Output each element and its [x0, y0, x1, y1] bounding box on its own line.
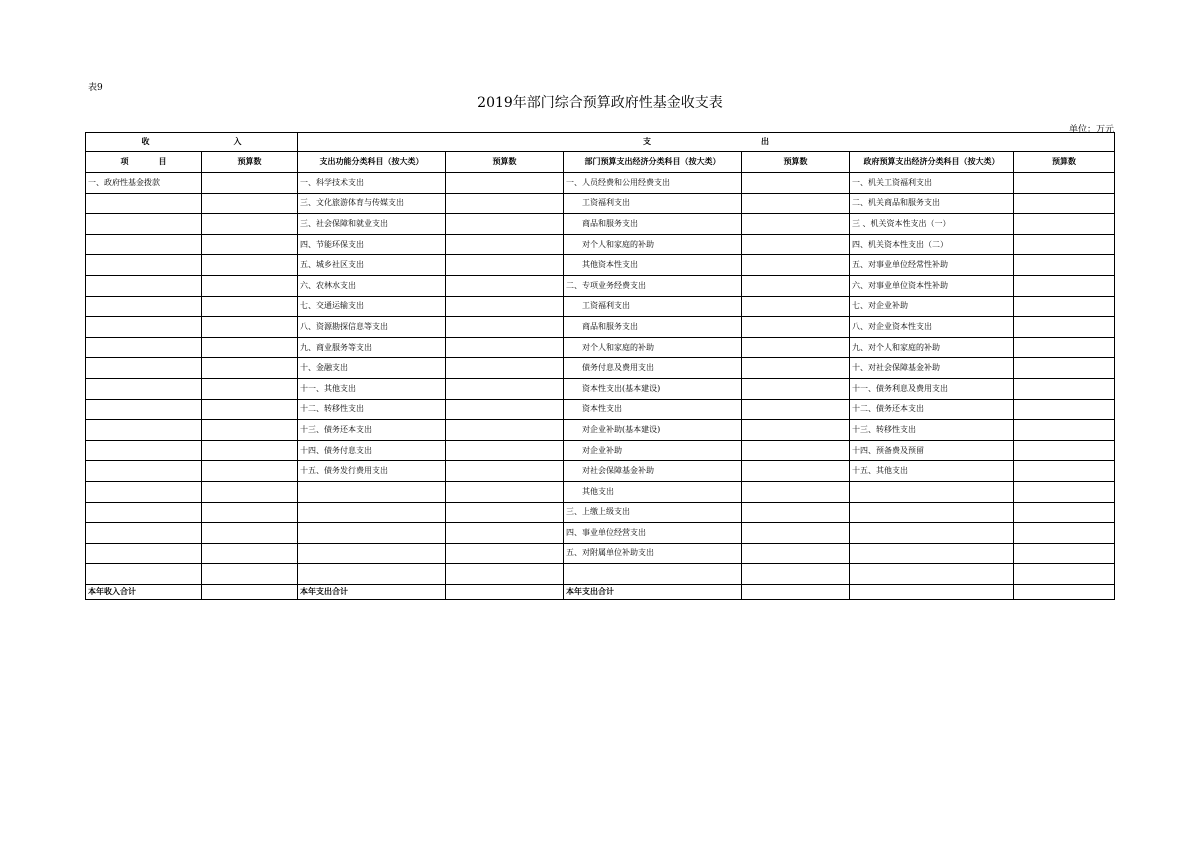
income-budget-cell [202, 317, 298, 338]
income-item-cell [86, 255, 202, 276]
income-item-cell [86, 440, 202, 461]
gov-econ-budget-cell [1014, 173, 1115, 194]
gov-econ-budget-cell [1014, 523, 1115, 544]
income-budget-cell [202, 193, 298, 214]
dept-econ-budget-cell [742, 440, 850, 461]
expense-header [298, 133, 1115, 152]
table-row [86, 420, 1115, 441]
expense-total-value-2 [742, 584, 850, 599]
dept-econ-budget-cell [742, 296, 850, 317]
gov-econ-budget-cell [1014, 502, 1115, 523]
func-item-cell: 三、社会保障和就业支出 [298, 214, 446, 235]
func-item-cell [298, 481, 446, 502]
col-budget-header-1: 预算数 [202, 152, 298, 173]
gov-econ-item-cell: 二、机关商品和服务支出 [850, 193, 1014, 214]
dept-econ-item-cell [564, 564, 742, 585]
func-item-cell: 十三、债务还本支出 [298, 420, 446, 441]
dept-econ-item-cell: 五、对附属单位补助支出 [564, 543, 742, 564]
income-total-value [202, 584, 298, 599]
table-row [86, 461, 1115, 482]
dept-econ-item-cell: 工资福利支出 [564, 296, 742, 317]
table-row [86, 358, 1115, 379]
func-item-cell: 三、文化旅游体育与传媒支出 [298, 193, 446, 214]
gov-econ-budget-cell [1014, 420, 1115, 441]
gov-econ-budget-cell [1014, 296, 1115, 317]
func-budget-cell [446, 543, 564, 564]
gov-econ-item-cell: 十二、债务还本支出 [850, 399, 1014, 420]
func-budget-cell [446, 173, 564, 194]
dept-econ-budget-cell [742, 234, 850, 255]
table-row [86, 523, 1115, 544]
income-item-cell [86, 420, 202, 441]
dept-econ-budget-cell [742, 378, 850, 399]
income-item-cell [86, 234, 202, 255]
income-budget-cell [202, 543, 298, 564]
col-budget-header-4: 预算数 [1014, 152, 1115, 173]
dept-econ-item-cell: 对社会保障基金补助 [564, 461, 742, 482]
gov-econ-budget-cell [1014, 214, 1115, 235]
func-item-cell: 十一、其他支出 [298, 378, 446, 399]
dept-econ-budget-cell [742, 543, 850, 564]
func-item-cell: 六、农林水支出 [298, 275, 446, 296]
gov-econ-item-cell [850, 502, 1014, 523]
func-item-cell: 四、节能环保支出 [298, 234, 446, 255]
table-row [86, 502, 1115, 523]
table-row [86, 296, 1115, 317]
col-budget-header-3: 预算数 [742, 152, 850, 173]
gov-econ-budget-cell [1014, 317, 1115, 338]
income-header [86, 133, 298, 152]
dept-econ-item-cell: 其他支出 [564, 481, 742, 502]
func-item-cell: 十四、债务付息支出 [298, 440, 446, 461]
gov-econ-item-cell: 十一、债务利息及费用支出 [850, 378, 1014, 399]
dept-econ-item-cell: 商品和服务支出 [564, 317, 742, 338]
gov-econ-budget-cell [1014, 275, 1115, 296]
dept-econ-item-cell: 商品和服务支出 [564, 214, 742, 235]
dept-econ-budget-cell [742, 461, 850, 482]
gov-total-label [850, 584, 1014, 599]
income-item-cell [86, 378, 202, 399]
dept-econ-item-cell: 二、专项业务经费支出 [564, 275, 742, 296]
dept-econ-budget-cell [742, 523, 850, 544]
expense-total-label: 本年支出合计 [298, 584, 446, 599]
dept-econ-budget-cell [742, 214, 850, 235]
income-budget-cell [202, 173, 298, 194]
dept-econ-budget-cell [742, 481, 850, 502]
table-row [86, 440, 1115, 461]
table-row [86, 193, 1115, 214]
income-budget-cell [202, 234, 298, 255]
col-item-char-1: 项 [120, 157, 129, 166]
page-title: 2019年部门综合预算政府性基金收支表 [477, 95, 723, 111]
func-budget-cell [446, 358, 564, 379]
func-budget-cell [446, 461, 564, 482]
income-budget-cell [202, 440, 298, 461]
gov-econ-budget-cell [1014, 255, 1115, 276]
func-item-cell: 十二、转移性支出 [298, 399, 446, 420]
dept-econ-budget-cell [742, 399, 850, 420]
totals-row [86, 584, 1115, 599]
col-item-header [86, 152, 202, 173]
income-item-cell [86, 214, 202, 235]
func-budget-cell [446, 440, 564, 461]
gov-econ-item-cell [850, 543, 1014, 564]
func-item-cell: 十五、债务发行费用支出 [298, 461, 446, 482]
expense-header-char-2: 出 [761, 137, 770, 146]
gov-econ-item-cell: 八、对企业资本性支出 [850, 317, 1014, 338]
gov-econ-item-cell: 一、机关工资福利支出 [850, 173, 1014, 194]
income-header-char-1: 收 [141, 137, 150, 146]
func-item-cell: 一、科学技术支出 [298, 173, 446, 194]
table-row [86, 543, 1115, 564]
table-row [86, 378, 1115, 399]
gov-econ-item-cell: 三 、机关资本性支出（一） [850, 214, 1014, 235]
gov-econ-item-cell: 十五、其他支出 [850, 461, 1014, 482]
gov-econ-budget-cell [1014, 440, 1115, 461]
income-budget-cell [202, 523, 298, 544]
income-item-cell [86, 564, 202, 585]
dept-econ-item-cell: 资本性支出(基本建设) [564, 378, 742, 399]
table-row [86, 234, 1115, 255]
expense-total-value [446, 584, 564, 599]
budget-table [85, 132, 1115, 600]
gov-econ-item-cell [850, 481, 1014, 502]
func-budget-cell [446, 378, 564, 399]
income-item-cell [86, 481, 202, 502]
func-item-cell: 九、商业服务等支出 [298, 337, 446, 358]
gov-econ-item-cell: 九、对个人和家庭的补助 [850, 337, 1014, 358]
dept-econ-item-cell: 资本性支出 [564, 399, 742, 420]
table-row [86, 564, 1115, 585]
dept-econ-item-cell: 其他资本性支出 [564, 255, 742, 276]
dept-econ-budget-cell [742, 275, 850, 296]
gov-econ-budget-cell [1014, 543, 1115, 564]
gov-econ-budget-cell [1014, 337, 1115, 358]
income-budget-cell [202, 502, 298, 523]
col-gov-econ-header: 政府预算支出经济分类科目（按大类） [850, 152, 1014, 173]
unit-label: 单位：万元 [1068, 125, 1114, 135]
func-budget-cell [446, 234, 564, 255]
dept-econ-item-cell: 工资福利支出 [564, 193, 742, 214]
dept-econ-budget-cell [742, 502, 850, 523]
func-budget-cell [446, 317, 564, 338]
dept-econ-budget-cell [742, 358, 850, 379]
func-item-cell: 五、城乡社区支出 [298, 255, 446, 276]
dept-econ-item-cell: 对个人和家庭的补助 [564, 337, 742, 358]
dept-econ-budget-cell [742, 255, 850, 276]
func-item-cell [298, 543, 446, 564]
income-budget-cell [202, 378, 298, 399]
income-budget-cell [202, 275, 298, 296]
dept-econ-budget-cell [742, 337, 850, 358]
func-budget-cell [446, 214, 564, 235]
income-budget-cell [202, 337, 298, 358]
gov-econ-budget-cell [1014, 358, 1115, 379]
col-item-char-2: 目 [158, 157, 167, 166]
income-item-cell [86, 193, 202, 214]
dept-econ-item-cell: 对企业补助 [564, 440, 742, 461]
table-row [86, 173, 1115, 194]
dept-econ-item-cell: 四、事业单位经营支出 [564, 523, 742, 544]
table-row [86, 337, 1115, 358]
income-item-cell [86, 317, 202, 338]
header-row-1 [86, 133, 1115, 152]
income-total-label: 本年收入合计 [86, 584, 202, 599]
gov-econ-item-cell: 六、对事业单位资本性补助 [850, 275, 1014, 296]
func-budget-cell [446, 296, 564, 317]
income-budget-cell [202, 296, 298, 317]
table-row [86, 255, 1115, 276]
dept-econ-budget-cell [742, 317, 850, 338]
func-budget-cell [446, 481, 564, 502]
func-budget-cell [446, 523, 564, 544]
dept-econ-item-cell: 一、人员经费和公用经费支出 [564, 173, 742, 194]
func-budget-cell [446, 399, 564, 420]
income-item-cell [86, 523, 202, 544]
gov-econ-item-cell: 十三、转移性支出 [850, 420, 1014, 441]
dept-econ-item-cell: 对个人和家庭的补助 [564, 234, 742, 255]
dept-econ-budget-cell [742, 420, 850, 441]
gov-econ-item-cell: 四、机关资本性支出（二） [850, 234, 1014, 255]
gov-econ-budget-cell [1014, 564, 1115, 585]
col-func-header: 支出功能分类科目（按大类） [298, 152, 446, 173]
func-item-cell [298, 502, 446, 523]
gov-econ-item-cell: 七、对企业补助 [850, 296, 1014, 317]
income-budget-cell [202, 564, 298, 585]
income-budget-cell [202, 214, 298, 235]
expense-header-char-1: 支 [643, 137, 652, 146]
gov-econ-item-cell: 五、对事业单位经常性补助 [850, 255, 1014, 276]
gov-econ-item-cell: 十、对社会保障基金补助 [850, 358, 1014, 379]
income-budget-cell [202, 481, 298, 502]
col-budget-header-2: 预算数 [446, 152, 564, 173]
func-item-cell: 七、交通运输支出 [298, 296, 446, 317]
gov-econ-item-cell [850, 523, 1014, 544]
gov-econ-item-cell [850, 564, 1014, 585]
func-budget-cell [446, 193, 564, 214]
income-header-char-2: 入 [233, 137, 242, 146]
income-item-cell [86, 461, 202, 482]
income-budget-cell [202, 399, 298, 420]
gov-total-value [1014, 584, 1115, 599]
table-number: 表9 [88, 83, 103, 93]
func-budget-cell [446, 420, 564, 441]
gov-econ-budget-cell [1014, 481, 1115, 502]
income-budget-cell [202, 255, 298, 276]
header-row-2 [86, 152, 1115, 173]
income-budget-cell [202, 461, 298, 482]
table-row [86, 481, 1115, 502]
expense-total-label-2: 本年支出合计 [564, 584, 742, 599]
dept-econ-budget-cell [742, 193, 850, 214]
func-item-cell [298, 564, 446, 585]
func-budget-cell [446, 337, 564, 358]
dept-econ-budget-cell [742, 564, 850, 585]
income-item-cell [86, 275, 202, 296]
col-dept-econ-header: 部门预算支出经济分类科目（按大类） [564, 152, 742, 173]
func-budget-cell [446, 275, 564, 296]
income-budget-cell [202, 420, 298, 441]
income-item-cell [86, 543, 202, 564]
table-row [86, 399, 1115, 420]
income-item-cell: 一、政府性基金拨款 [86, 173, 202, 194]
income-item-cell [86, 337, 202, 358]
gov-econ-item-cell: 十四、预备费及预留 [850, 440, 1014, 461]
func-item-cell [298, 523, 446, 544]
table-row [86, 275, 1115, 296]
dept-econ-budget-cell [742, 173, 850, 194]
func-budget-cell [446, 502, 564, 523]
gov-econ-budget-cell [1014, 234, 1115, 255]
table-row [86, 214, 1115, 235]
income-budget-cell [202, 358, 298, 379]
income-item-cell [86, 502, 202, 523]
func-budget-cell [446, 564, 564, 585]
dept-econ-item-cell: 三、上缴上级支出 [564, 502, 742, 523]
income-item-cell [86, 296, 202, 317]
gov-econ-budget-cell [1014, 461, 1115, 482]
income-item-cell [86, 399, 202, 420]
func-budget-cell [446, 255, 564, 276]
table-row [86, 317, 1115, 338]
func-item-cell: 十、金融支出 [298, 358, 446, 379]
income-item-cell [86, 358, 202, 379]
func-item-cell: 八、资源勘探信息等支出 [298, 317, 446, 338]
gov-econ-budget-cell [1014, 193, 1115, 214]
dept-econ-item-cell: 债务付息及费用支出 [564, 358, 742, 379]
gov-econ-budget-cell [1014, 378, 1115, 399]
dept-econ-item-cell: 对企业补助(基本建设) [564, 420, 742, 441]
gov-econ-budget-cell [1014, 399, 1115, 420]
